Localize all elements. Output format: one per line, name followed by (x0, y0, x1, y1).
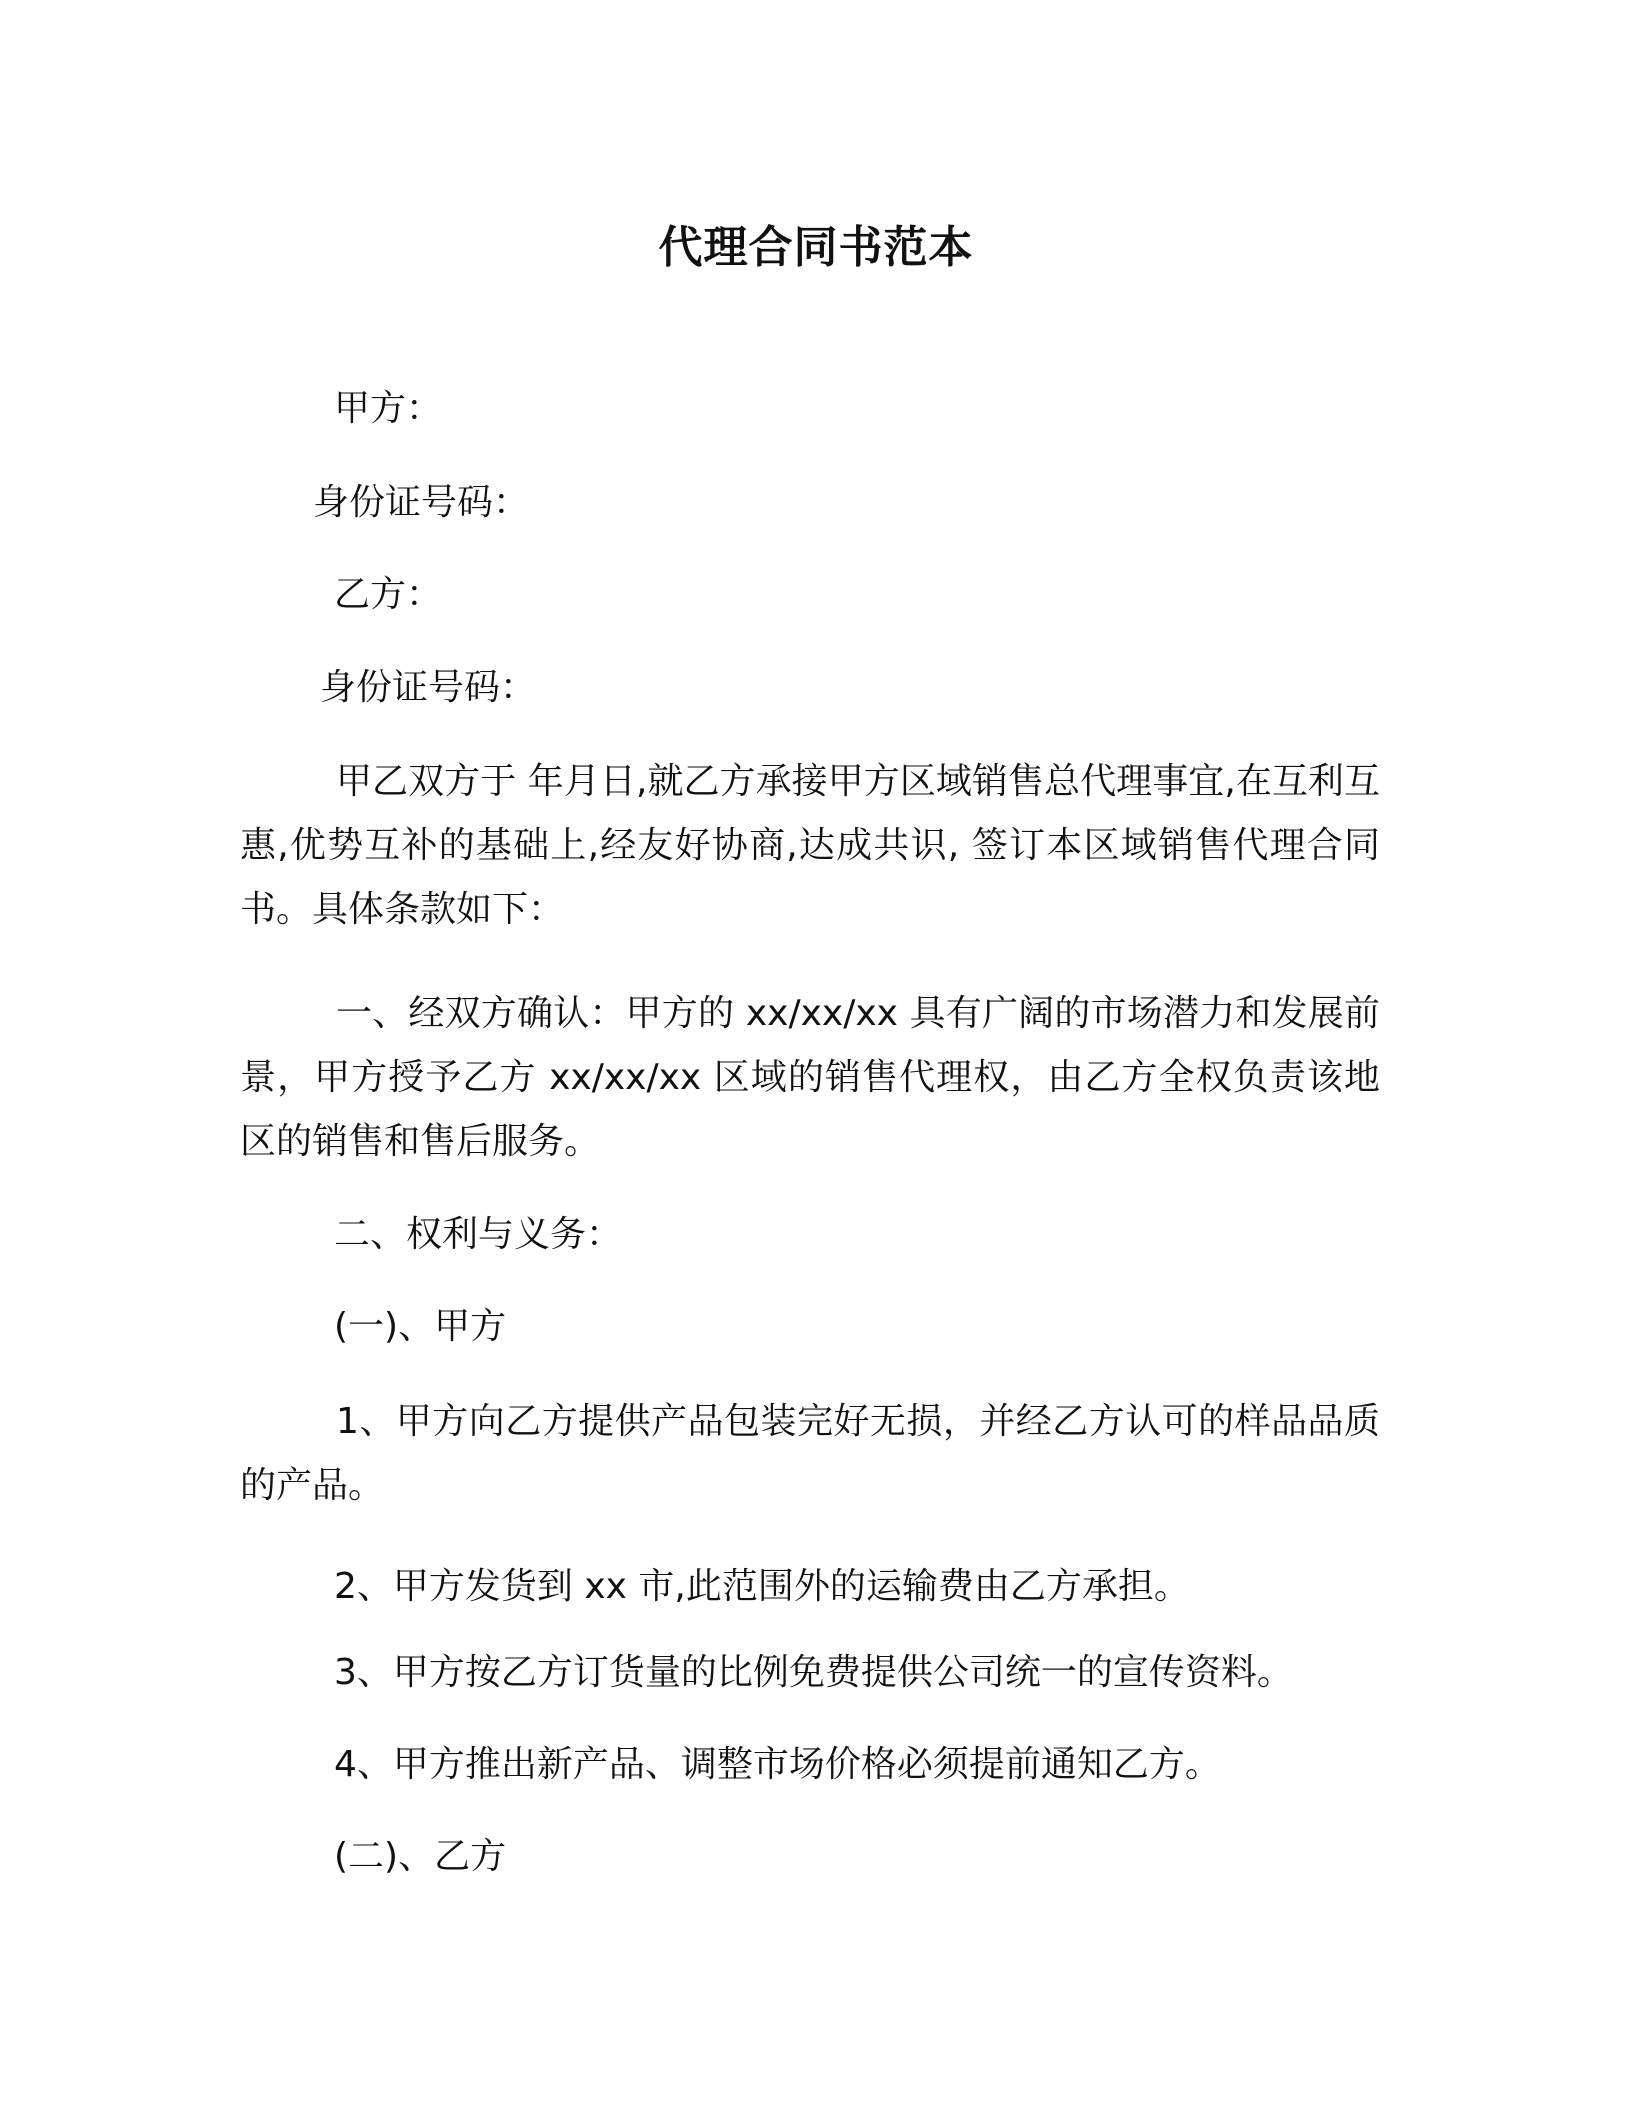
sub-a-heading: (一)、甲方 (334, 1306, 507, 1347)
a-item-3: 3、甲方按乙方订货量的比例免费提供公司统一的宣传资料。 (334, 1652, 1293, 1693)
intro-paragraph: 甲乙双方于 年月日,就乙方承接甲方区域销售总代理事宜,在互利互惠,优势互补的基础上,经友好协商,达成共识, 签订本区域销售代理合同书。具体条款如下： (240, 761, 1380, 930)
a-item-2: 2、甲方发货到 xx 市,此范围外的运输费由乙方承担。 (334, 1566, 1190, 1607)
party-b-id-label: 身份证号码： (320, 667, 537, 708)
document-title: 代理合同书范本 (658, 222, 974, 273)
a-item-1: 1、甲方向乙方提供产品包装完好无损，并经乙方认可的样品品质的产品。 (240, 1401, 1380, 1506)
clause-2-heading: 二、权利与义务： (334, 1214, 623, 1255)
sub-b-heading: (二)、乙方 (334, 1836, 507, 1877)
clause-1-paragraph: 一、经双方确认：甲方的 xx/xx/xx 具有广阔的市场潜力和发展前景，甲方授予乙方 xx/xx/xx 区域的销售代理权，由乙方全权负责该地区的销售和售后服务。 (240, 993, 1380, 1162)
party-b-label: 乙方： (334, 574, 443, 615)
a-item-4: 4、甲方推出新产品、调整市场价格必须提前通知乙方。 (334, 1744, 1221, 1785)
party-a-id-label: 身份证号码： (313, 482, 530, 523)
party-a-label: 甲方： (334, 388, 443, 429)
